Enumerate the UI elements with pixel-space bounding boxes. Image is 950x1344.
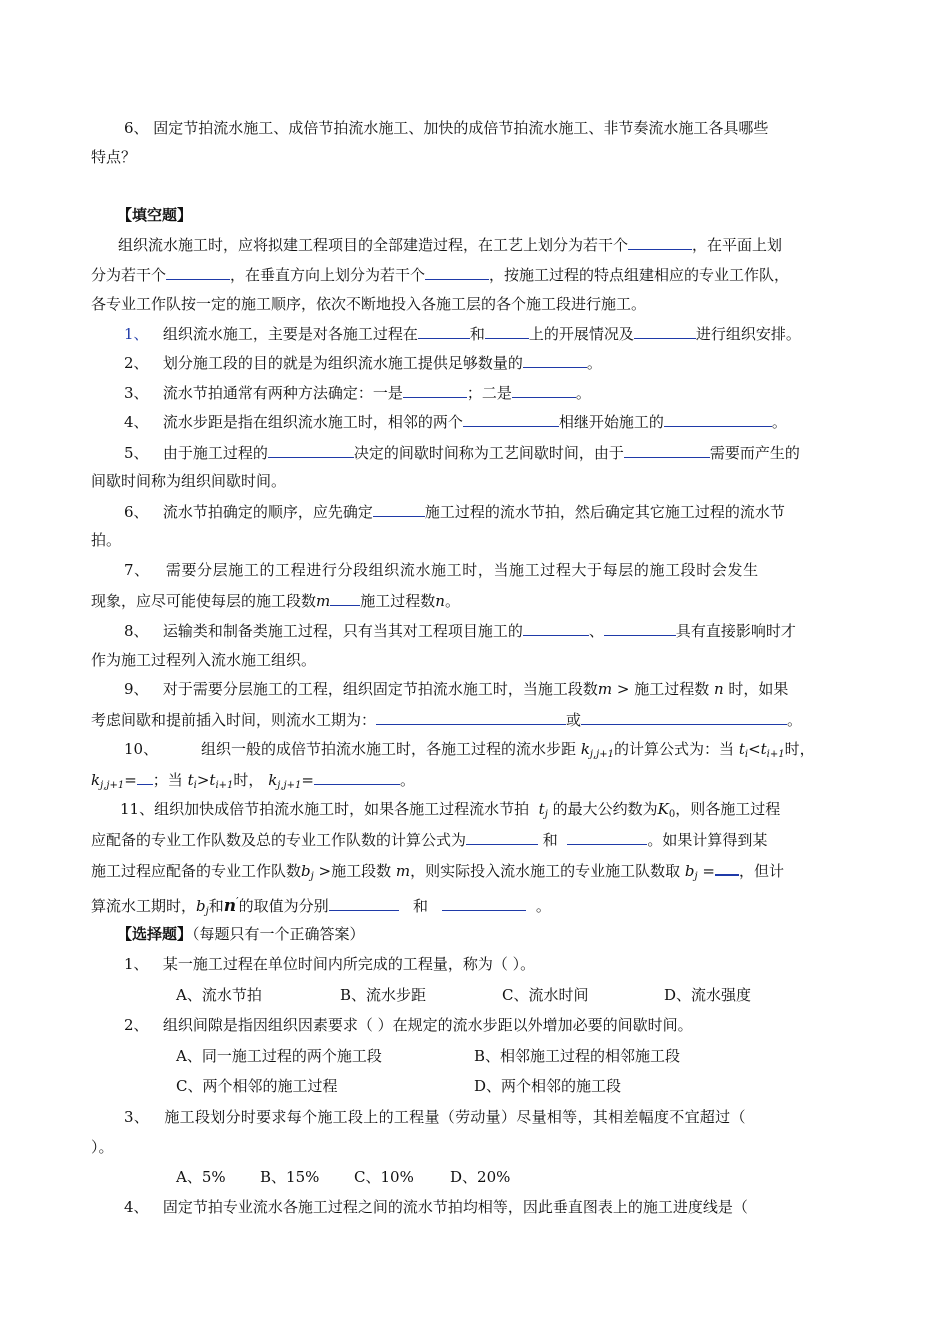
choice-q3: 3、 施工段划分时要求每个施工段上的工程量（劳动量）尽量相等，其相差幅度不宜超过（	[124, 1108, 746, 1126]
choice-q1-option-d[interactable]: D、流水强度	[664, 986, 752, 1004]
choice-q1-option-b[interactable]: B、流水步距	[340, 986, 427, 1004]
blank[interactable]	[166, 264, 230, 280]
choice-q3-option-a[interactable]: A、5%	[176, 1168, 226, 1186]
blank[interactable]	[466, 829, 538, 845]
fill-item-10: 10、 组织一般的成倍节拍流水施工时，各施工过程的流水步距 $k_{j,j+1}$的计算公式为：当 $t_i<t_{i+1}$时，	[124, 740, 815, 760]
fill-intro-line1: 组织流水施工时，应将拟建工程项目的全部建造过程，在工艺上划分为若干个 ，在平面上划	[118, 236, 783, 254]
choice-q2-option-b[interactable]: B、相邻施工过程的相邻施工段	[474, 1047, 681, 1065]
choice-q2-option-c[interactable]: C、两个相邻的施工过程	[176, 1077, 338, 1095]
fill-item-5: 5、 由于施工过程的 决定的间歇时间称为工艺间歇时间，由于 需要而产生的	[124, 444, 800, 462]
fill-item-7: 7、 需要分层施工的工程进行分段组织流水施工时，当施工过程大于每层的施工段时会发生	[124, 561, 759, 579]
choice-q2-option-d[interactable]: D、两个相邻的施工段	[474, 1077, 622, 1095]
blank[interactable]	[523, 620, 589, 636]
blank[interactable]	[512, 382, 576, 398]
blank[interactable]	[624, 442, 710, 458]
fill-item-6: 6、 流水节拍确定的顺序，应先确定 施工过程的流水节拍，然后确定其它施工过程的流水节	[124, 503, 785, 521]
fill-item-4: 4、 流水步距是指在组织流水施工时，相邻的两个 相继开始施工的 。	[124, 413, 787, 431]
fill-item-8: 8、 运输类和制备类施工过程，只有当其对工程项目施工的 、 具有直接影响时才	[124, 622, 796, 640]
blank[interactable]	[329, 895, 399, 911]
blank[interactable]	[604, 620, 676, 636]
blank[interactable]	[628, 234, 692, 250]
choice-q3-option-b[interactable]: B、15%	[260, 1168, 320, 1186]
blank[interactable]	[442, 895, 526, 911]
blank[interactable]	[376, 709, 566, 725]
choice-q1-option-c[interactable]: C、流水时间	[502, 986, 589, 1004]
fill-item-2: 2、 划分施工段的目的就是为组织流水施工提供足够数量的 。	[124, 354, 602, 372]
blank[interactable]	[418, 323, 470, 339]
blank[interactable]	[715, 859, 739, 876]
fill-item-11-line2: 应配备的专业工作队数及总的专业工作队数的计算公式为 和 。如果计算得到某	[91, 831, 768, 849]
fill-item-7-line2: 现象，应尽可能使每层的施工段数m 施工过程数n。	[91, 592, 460, 610]
choice-q2: 2、 组织间隙是指因组织因素要求（ ）在规定的流水步距以外增加必要的间歇时间。	[124, 1016, 693, 1034]
choice-heading: 【选择题】（每题只有一个正确答案）	[117, 925, 365, 943]
choice-q3-line2: ）。	[91, 1138, 114, 1156]
fill-intro-line2: 分为若干个 ，在垂直方向上划分为若干个 ，按施工过程的特点组建相应的专业工作队，	[91, 266, 790, 284]
fill-item-3: 3、 流水节拍通常有两种方法确定：一是 ；二是 。	[124, 384, 591, 402]
fill-intro-line3: 各专业工作队按一定的施工顺序，依次不断地投入各施工层的各个施工段进行施工。	[91, 295, 647, 313]
blank[interactable]	[425, 264, 489, 280]
choice-q1: 1、 某一施工过程在单位时间内所完成的工程量，称为（ ）。	[124, 955, 536, 973]
q6-line2: 特点？	[91, 148, 137, 166]
blank[interactable]	[373, 501, 425, 517]
blank[interactable]	[268, 442, 354, 458]
fill-item-6-line2: 拍。	[91, 531, 122, 549]
blank[interactable]	[463, 411, 559, 427]
blank[interactable]	[485, 323, 529, 339]
fill-item-5-line2: 间歇时间称为组织间歇时间。	[91, 472, 287, 490]
choice-q2-option-a[interactable]: A、同一施工过程的两个施工段	[176, 1047, 382, 1065]
fill-item-8-line2: 作为施工过程列入流水施工组织。	[91, 651, 317, 669]
blank[interactable]	[330, 590, 360, 606]
fill-item-1: 1、 组织流水施工，主要是对各施工过程在 和 上的开展情况及 进行组织安排。	[124, 325, 801, 343]
fill-item-11-line3: 施工过程应配备的专业工作队数$b_j$ >施工段数 m，则实际投入流水施工的专业施工队数取 $b_j$ = ，但计	[91, 859, 784, 881]
blank[interactable]	[403, 382, 467, 398]
choice-q3-option-d[interactable]: D、20%	[450, 1168, 511, 1186]
fill-item-9: 9、 对于需要分层施工的工程，组织固定节拍流水施工时，当施工段数m > 施工过程数 n 时，如果	[124, 680, 789, 698]
choice-q1-option-a[interactable]: A、流水节拍	[176, 986, 262, 1004]
blank[interactable]	[314, 769, 400, 785]
blank[interactable]	[581, 709, 787, 725]
fill-item-11-line4: 算流水工期时，$b_j$和n′的取值为分别 和 。	[91, 895, 551, 917]
q6-line1: 6、 固定节拍流水施工、成倍节拍流水施工、加快的成倍节拍流水施工、非节奏流水施工各具哪些	[124, 119, 769, 137]
fill-item-10-line2: $k_{j,j+1}=$ ；当 $t_i>t_{i+1}$时， $k_{j,j+1}=$ 。	[91, 771, 415, 791]
fill-heading: 【填空题】	[117, 206, 193, 224]
blank[interactable]	[634, 323, 696, 339]
blank[interactable]	[137, 769, 153, 785]
choice-q3-option-c[interactable]: C、10%	[354, 1168, 414, 1186]
fill-item-11: 11、组织加快成倍节拍流水施工时，如果各施工过程流水节拍 $t_j$ 的最大公约数为$K_0$，则各施工过程	[120, 800, 781, 820]
blank[interactable]	[664, 411, 772, 427]
fill-item-9-line2: 考虑间歇和提前插入时间，则流水工期为： 或 。	[91, 711, 803, 729]
choice-q4: 4、 固定节拍专业流水各施工过程之间的流水节拍均相等，因此垂直图表上的施工进度线是（	[124, 1198, 748, 1216]
blank[interactable]	[523, 352, 587, 368]
blank[interactable]	[567, 829, 647, 845]
